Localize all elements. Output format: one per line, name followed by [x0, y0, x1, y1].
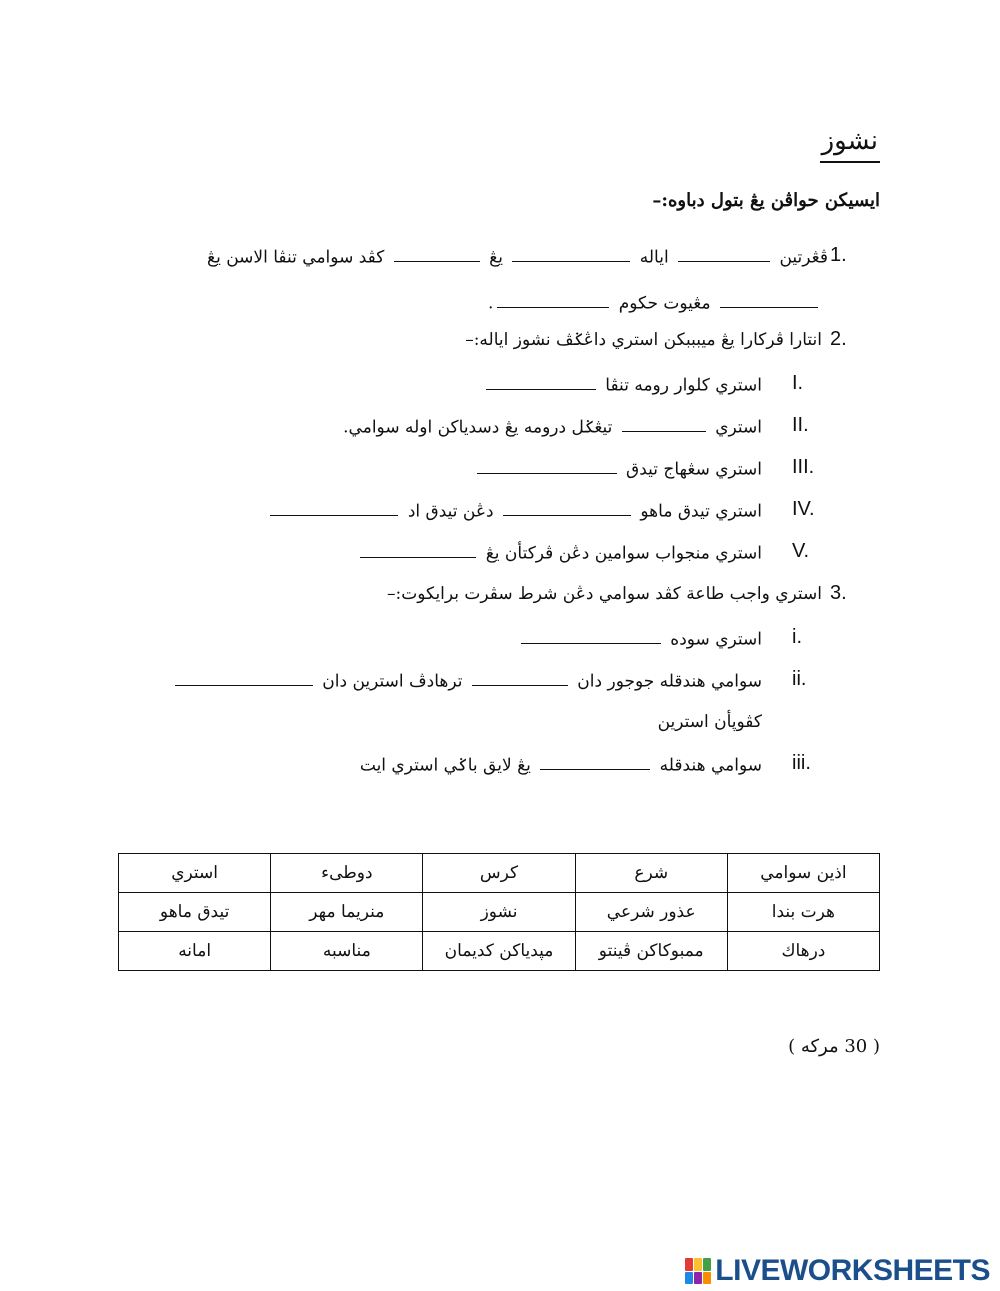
total-marks: ( 30 مركه )	[788, 1036, 880, 1057]
table-cell: شرع	[575, 854, 727, 893]
logo-icon	[685, 1258, 711, 1284]
q2-item-1-number: I.	[792, 372, 804, 394]
table-row	[119, 893, 880, 932]
q3-item-2-text-1: سوامي هندقله جوجور دان	[577, 671, 762, 692]
q2-item-5-number: V.	[792, 540, 810, 562]
table-cell: دوطىء	[271, 854, 423, 893]
logo-square	[694, 1258, 702, 1271]
table-cell: امانه	[119, 932, 271, 971]
question-3-number: 3.	[830, 582, 847, 604]
q2-item-4-number: IV.	[792, 498, 815, 520]
q3-item-3-blank[interactable]	[540, 754, 650, 770]
question-2-number: 2.	[830, 328, 847, 350]
table-cell: استري	[119, 854, 271, 893]
q1-text-2: اياله	[639, 247, 669, 268]
q2-item-2	[343, 416, 762, 438]
q2-item-2-text-1: استري	[715, 417, 762, 438]
table-cell: هرت بندا	[727, 893, 879, 932]
table-cell: مناسبه	[271, 932, 423, 971]
table-cell: نشوز	[423, 893, 575, 932]
q2-item-5-blank[interactable]	[360, 542, 476, 558]
q3-item-3-number: iii.	[792, 752, 811, 774]
table-cell: عذور شرعي	[575, 893, 727, 932]
q3-item-2-continued: كڤوڽأن استرين	[657, 712, 762, 732]
q2-item-1-text: استري كلوار رومه تنڤا	[605, 375, 762, 396]
instruction-text: ايسيكن حواڤن يڠ بتول دباوه:–	[652, 190, 880, 211]
q3-item-1-text: استري سوده	[670, 629, 762, 650]
logo-square	[685, 1258, 693, 1271]
q1-blank-2[interactable]	[512, 246, 630, 262]
q2-item-4	[266, 500, 762, 522]
q2-item-4-text-2: دڠن تيدق اد	[407, 501, 494, 522]
question-3-text: استري واجب طاعة كڤد سوامي دڠن شرط سڤرت برايكوت:–	[387, 584, 822, 604]
q2-item-2-number: II.	[792, 414, 809, 436]
word-bank-table	[118, 853, 880, 971]
q2-item-2-blank[interactable]	[622, 416, 706, 432]
q2-item-5-text: استري منجواب سوامين دڠن ڤركتأن يڠ	[485, 543, 762, 564]
q2-item-3-blank[interactable]	[477, 458, 617, 474]
q3-item-3-text-1: سوامي هندقله	[659, 755, 762, 776]
q3-item-1-number: i.	[792, 626, 802, 648]
question-2-text: انتارا ڤركارا يڠ ميبببكن استري داڠݢڤ نشوز اياله:–	[465, 330, 822, 350]
q1-blank-5[interactable]	[497, 292, 609, 308]
q2-item-3-text: استري سڠهاج تيدق	[626, 459, 762, 480]
question-1-line-2	[488, 292, 822, 314]
question-1-line-1	[207, 246, 828, 268]
logo-text: LIVEWORKSHEETS	[715, 1254, 990, 1287]
q2-item-4-blank-2[interactable]	[270, 500, 398, 516]
logo-square	[703, 1258, 711, 1271]
q1-blank-1[interactable]	[678, 246, 770, 262]
q1-text-6: .	[487, 293, 494, 314]
q3-item-2-number: ii.	[792, 668, 807, 690]
worksheet-title: نشوز	[820, 126, 880, 163]
q2-item-1	[482, 374, 762, 396]
q1-blank-4[interactable]	[720, 292, 818, 308]
q1-text-4: كڤد سوامي تنڤا الاسن يڠ	[207, 247, 385, 268]
logo-square	[694, 1272, 702, 1285]
q1-text-5: مڠيوت حكوم	[618, 293, 711, 314]
q2-item-1-blank[interactable]	[486, 374, 596, 390]
q2-item-4-blank-1[interactable]	[503, 500, 631, 516]
table-cell: كرس	[423, 854, 575, 893]
q3-item-2-text-2: ترهادڤ استرين دان	[322, 671, 463, 692]
table-cell: اذين سوامي	[727, 854, 879, 893]
q3-item-1-blank[interactable]	[521, 628, 661, 644]
table-cell: مپدياكن كديمان	[423, 932, 575, 971]
question-1-number: 1.	[830, 244, 847, 266]
table-row	[119, 854, 880, 893]
q3-item-2	[171, 670, 762, 692]
logo-square	[685, 1272, 693, 1285]
q1-blank-3[interactable]	[394, 246, 480, 262]
q2-item-2-text-2: تيڠݢل دروم‍ه يڠ دسدياكن اوله سوامي.	[343, 417, 613, 438]
q3-item-1	[517, 628, 762, 650]
logo-square	[703, 1272, 711, 1285]
q2-item-3	[473, 458, 762, 480]
q1-text-3: يڠ	[489, 247, 503, 268]
table-row	[119, 932, 880, 971]
q3-item-2-blank-2[interactable]	[175, 670, 313, 686]
table-cell: درهاك	[727, 932, 879, 971]
table-cell: ممبوكاكن ڤينتو	[575, 932, 727, 971]
q2-item-5	[356, 542, 762, 564]
liveworksheets-logo	[685, 1254, 990, 1288]
table-cell: منريما مهر	[271, 893, 423, 932]
q3-item-3	[360, 754, 762, 776]
q3-item-2-blank-1[interactable]	[472, 670, 568, 686]
table-cell: تيدق ماهو	[119, 893, 271, 932]
q2-item-3-number: III.	[792, 456, 815, 478]
q3-item-3-text-2: يڠ لايق باݢي استري ايت	[359, 755, 531, 776]
q2-item-4-text-1: استري تيدق ماهو	[640, 501, 762, 522]
q1-text-1: ڤڠرتين	[779, 247, 828, 268]
